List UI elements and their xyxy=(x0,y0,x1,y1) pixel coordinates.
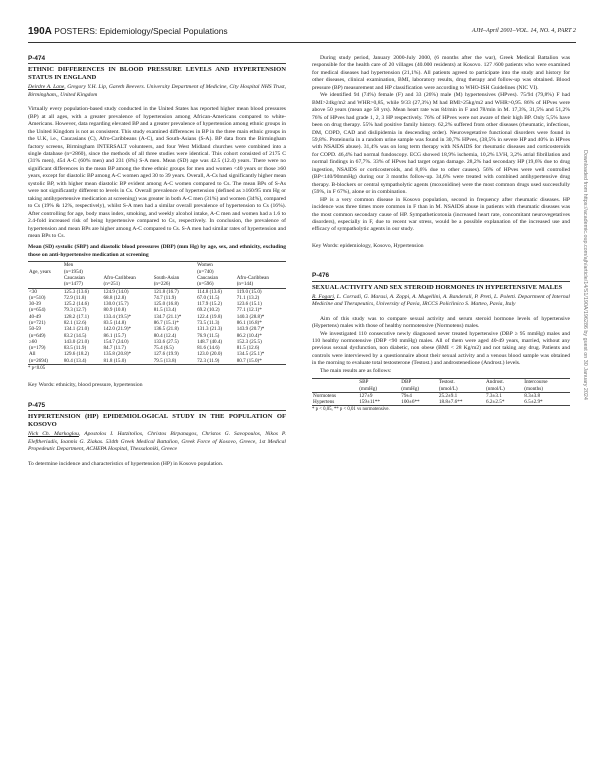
table-cell: 83.5 (11.9) xyxy=(63,345,87,352)
col-unit xyxy=(312,386,358,393)
table-cell: 125.0 (16.8) xyxy=(153,301,179,308)
col-unit: (nmol/L) xyxy=(438,386,485,393)
table-cell: 86.1 (15.7) xyxy=(103,332,126,339)
col-header: DBP xyxy=(400,379,438,386)
table-cell: 121.8 (16.7) xyxy=(153,288,179,295)
col-n: (n=596) xyxy=(196,281,236,288)
author-list: , Gregory Y.H. Lip, Gareth Beevers. University Department of Medicine, City Hospital NHS Trust, Birmingham,, United Kingdom xyxy=(28,84,286,98)
table-cell: All xyxy=(29,351,36,358)
table-cell: 148.7 (40.4) xyxy=(197,338,223,345)
col-n: (n=226) xyxy=(153,281,196,288)
table-cell: 140.3 (28.8)* xyxy=(236,313,265,320)
col-header: Afro-Caribbean xyxy=(236,274,269,281)
table-header-row xyxy=(312,379,570,386)
table-cell: 134.5 (25.1)* xyxy=(236,351,265,358)
table-cell: 100±6** xyxy=(400,399,438,406)
header-rule xyxy=(28,42,576,43)
table-cell: 86.7 (15.1)* xyxy=(153,320,179,326)
table-cell: (n=721) xyxy=(29,320,46,326)
table-cell: 136.5 (21.8) xyxy=(153,326,179,333)
table-cell: Normotens xyxy=(313,392,337,399)
abstract-body-p475-start: To determine incidence and characteristics of hypertension (HP) in Kosovo population. xyxy=(28,460,224,467)
abstract-rule xyxy=(312,281,570,282)
table-cell: 25.2±9.1 xyxy=(438,392,458,399)
author-list: , L. Corradi, G. Marasi, A. Zoppi, A. Mugellini, A. Banderali, P. Preti, L. Poletti. Department of Internal Medicine and Therapeutics, University of Pavia, IRCCS Policlinico S. Matteo, Pavia, Italy xyxy=(312,293,570,308)
table-cell: 79.5 (13.8) xyxy=(153,358,196,365)
table-cell: 122.4 (19.8) xyxy=(197,313,223,320)
table-cell: 71.1 (13.2) xyxy=(236,294,260,301)
table-footnote: * p < 0,05, ** p < 0,01 vs normotensive. xyxy=(312,407,390,413)
presenting-author: Deirdre A. Lane xyxy=(28,84,65,91)
table-cell: 152.3 (25.5) xyxy=(236,338,262,345)
page-number: 190A xyxy=(28,26,52,37)
section-title: POSTERS: Epidemiology/Special Populations xyxy=(54,26,228,36)
table-cell: 125.2 (14.6) xyxy=(63,301,89,308)
table-cell: 133.6 (27.5) xyxy=(153,338,179,345)
table-cell: 129.6 (18.2) xyxy=(63,351,89,358)
table-cell: 135.8 (20.8)* xyxy=(103,351,132,358)
table-cell: 68.8 (12.8) xyxy=(103,294,126,301)
table-cell: 84.7 (11.7) xyxy=(103,345,126,352)
keywords-p475: Key Words: epidemiology, Kosovo, Hypertension xyxy=(312,242,424,249)
table-row xyxy=(312,399,570,406)
table-cell: 74.7 (11.9) xyxy=(153,294,177,301)
author-list: , Apostolos I. Hatzitolios, Christos Birpanagos, Christos G. Savopoulos, Nikos P. Eleftheriadis, Ioannis G. Ziakas. 534th Greek Medical Battalion, Greek Force of Kosovo, Greece, 1st Medical Propedeutic Department, ACHEPA Hospital, Thessaloniki, Greece xyxy=(28,431,286,453)
table-cell: 80.7 (15.0)* xyxy=(236,358,286,365)
abstract-id-p474: P-474 xyxy=(28,55,46,62)
col-header: Testost. xyxy=(438,379,485,386)
col-n: (n=1477) xyxy=(63,281,103,288)
abstract-paragraph: HP is a very common disease in Kosovo population, second in frequency after rheumatic diseases. HP incidence was three times more common in F than in M. NSAIDS abuse in patients with rheumatic diseases was the most common secondary cause of HP. Sympatheticotonia (increased heart rate, concomitant neurovegetatives disorders), especially in F, due to recent war stress, would be a possible explanation of the increased use and efficacy of sympatholytic agents in our study. xyxy=(312,196,570,233)
col-header: SBP xyxy=(358,379,400,386)
col-unit: (months) xyxy=(523,386,570,393)
table-cell: 81.6 (14.6) xyxy=(197,345,220,352)
abstract-title-p474: ETHNIC DIFFERENCES IN BLOOD PRESSURE LEVELS AND HYPERTENSION STATUS IN ENGLAND xyxy=(28,66,286,82)
table-cell: 6.5±2.9* xyxy=(523,399,570,406)
hormone-table xyxy=(312,378,570,406)
table-cell: 80.4 (12.4) xyxy=(153,332,177,339)
table-cell: 81.5 (12.6) xyxy=(236,345,260,352)
table-header-row xyxy=(28,281,286,288)
col-group-men-n: (n=1954) xyxy=(63,268,83,275)
table-cell: 143.0 (21.0) xyxy=(63,338,89,345)
table-cell: 73.5 (11.3) xyxy=(197,320,220,326)
table-cell: 124.9 (14.0) xyxy=(103,288,129,295)
col-header: Androst. xyxy=(485,379,523,386)
table-cell: (n=649) xyxy=(29,332,46,339)
table-cell: (n=510) xyxy=(29,294,46,301)
abstract-authors-p476 xyxy=(312,294,570,309)
table-cell: 50-59 xyxy=(29,326,41,333)
header-left xyxy=(28,26,228,37)
abstract-title-p476: SEXUAL ACTIVITY AND SEX STEROID HORMONES IN HYPERTENSIVE MALES xyxy=(312,283,563,291)
table-cell: 81.8 (15.0) xyxy=(103,358,153,365)
table-cell: 75.4 (6.5) xyxy=(153,345,174,352)
col-group-women: Women xyxy=(196,262,236,269)
table-cell: 86.2 (10.4)* xyxy=(236,332,262,339)
table-cell: 7.3±3.1 xyxy=(486,392,502,399)
table-cell: (n=2694) xyxy=(28,358,63,365)
page-header xyxy=(28,26,576,40)
abstract-rule xyxy=(28,410,286,411)
col-header: South-Asian xyxy=(153,274,180,281)
keywords-p474: Key Words: ethnicity, blood pressure, hypertension xyxy=(28,381,143,388)
table-row xyxy=(28,326,286,332)
table-cell: 72.3 (11.9) xyxy=(196,358,236,365)
table-cell: 8.3±3.8 xyxy=(524,392,541,399)
abstract-title-p475: HYPERTENSION (HP) EPIDEMIOLOGICAL STUDY IN THE POPULATION OF KOSOVO xyxy=(28,413,286,429)
abstract-id-p475: P-475 xyxy=(28,401,46,409)
table-cell: 6.2±2.5* xyxy=(485,399,523,406)
table-cell: 143.9 (20.7)* xyxy=(236,326,265,333)
col-header: Caucasian xyxy=(63,274,85,281)
table-row xyxy=(28,307,286,313)
right-column xyxy=(312,55,570,414)
abstract-authors-p474 xyxy=(28,84,286,99)
table-cell: 159±11** xyxy=(358,399,400,406)
table-cell: 130.0 (15.7) xyxy=(103,301,129,308)
table-header-row xyxy=(312,386,570,393)
col-n: (n=251) xyxy=(103,281,153,288)
col-header-age: Age, years xyxy=(29,268,51,275)
table-cell: <30 xyxy=(29,288,37,295)
table-row xyxy=(312,392,570,399)
col-unit: (mmHg) xyxy=(358,386,400,393)
col-header: Intercourse xyxy=(523,379,570,386)
col-header: Afro-Caribbean xyxy=(103,274,136,281)
table-cell: Hypertens xyxy=(312,399,358,406)
table-body xyxy=(28,288,286,365)
col-group-men: Men xyxy=(63,262,103,269)
table-cell: 77.1 (12.1)* xyxy=(236,307,262,314)
table-cell: 125.3 (13.6) xyxy=(63,288,89,295)
table-cell: 114.8 (13.6) xyxy=(197,288,222,295)
col-unit: (mmHg) xyxy=(400,386,438,393)
table-cell: 133.4 (19.5)* xyxy=(103,313,132,320)
table-cell: 128.2 (17.1) xyxy=(63,313,89,320)
table-cell: 79.3 (12.7) xyxy=(63,307,87,314)
abstract-paragraph: The main results are as follows: xyxy=(320,367,392,374)
table-cell: 79±4 xyxy=(401,392,412,399)
abstract-paragraph: Aim of this study was to compare sexual activity and serum steroid hormone levels of hypertensive (Hypertens) males with those of healthy normotensive (Normotens) males. xyxy=(312,315,570,330)
table-cell: 69.2 (10.2) xyxy=(197,307,220,314)
download-notice: Downloaded from https://academic.oup.com/ajh/article/14/S1/190A/196286 by guest on 30 January 2024 xyxy=(582,150,588,400)
table-cell: 119.0 (15.0) xyxy=(236,288,262,295)
abstract-paragraph: We investigated 110 consecutive newly diagnosed never treated hypertensive (DBP ≥ 95 mmHg) males and 110 healthy normotensive (DBP <90 mmHg) males. All of them were aged 40-49 years, married, without any previous sexual dysfunction, non diabetic, non obese (BMI < 28 Kg/m2) and not taking any drug. Patients and controls were interviewed by a questionnaire about their sexual activity and a venous blood sample was obtained in the morning to evaluate total testosterone (Testost.) and androstenedione (Androst.) levels. xyxy=(312,330,570,367)
col-header: Caucasian xyxy=(197,274,219,281)
table-cell: 127.6 (19.9) xyxy=(153,351,179,358)
table-cell: 40-49 xyxy=(29,313,41,320)
table-cell: 134.7 (21.1)* xyxy=(153,313,182,320)
table-cell: 127±9 xyxy=(359,392,373,399)
table-row xyxy=(28,288,286,295)
table-cell: 131.3 (21.3) xyxy=(197,326,223,333)
table-footnote: * p<0.05 xyxy=(28,366,46,372)
table-cell: 123.0 (20.0) xyxy=(197,351,223,358)
table-cell: 82.1 (12.6) xyxy=(63,320,87,326)
table-cell: 123.6 (15.1) xyxy=(236,301,262,308)
abstract-rule xyxy=(28,63,286,64)
table-cell: 67.0 (11.5) xyxy=(197,294,220,301)
col-group-women-n: (n=740) xyxy=(197,268,214,275)
table-cell: 80.4 (13.4) xyxy=(63,358,103,365)
col-n: (n=144) xyxy=(236,281,286,288)
table-cell: 117.9 (15.2) xyxy=(197,301,222,308)
table-cell: 83.5 (14.8) xyxy=(103,320,126,326)
abstract-paragraph: During study period, January 2000-July 2000, (6 months after the war), Greek Medical Battalion was responsible for the health care of 20 villages (40.000 residents) at Kosovo. 127 /600 patients who were examined for medical diseases had hypertension (21,1%). All patients agreed to participate into the study and history for other diseases, clinical examination, BMI, laboratory results, drug therapy and follow-up was obtained. Blood pressure (BP) measurement and HP classification were according to WHO-ISH Guidelines (NIC VI). xyxy=(312,55,570,91)
abstract-body-p474: Virtually every population-based study conducted in the United States has reported higher mean blood pressures (BP) at all ages, with a greater prevalence of hypertension among African-Americans compared to white-Americans. However, data regarding elevated BP and a greater prevalence of hypertension among ethnic groups in the United Kingdom is not as consistent. This study examined differences in BP in the three main ethnic groups in the U.K, i.e., Caucasians (C), Afro-Caribbeans (A-C), and South-Asians (S-A). BP data from the Birmingham factory screens, Birmingham INTERSALT volunteers, and four West Midland churches were combined into a single database (n=2860), since the methods of all three studies were identical. This cohort consisted of 2175 C (31% men), 454 A-C (60% men) and 231 (8%) S-A men. Mean (SD) age was 42.5 (12.4) years. There were no significant differences in the mean BP among the three ethnic groups for men and women <40 years or those ≥60 years, except for diastolic BP among A-C women aged 30 to 39 years. Overall, A-Cs had significantly higher mean systolic BP, with higher mean diastolic BP evident among A-C women compared to Cs. The mean BPs of S-As were not significantly different to levels in Cs. Overall prevalence of hypertension (defined as ≥160/95 mm Hg or taking antihypertensive medication at screening) was greater in both A-C men (31%) and women (34%), compared to Cs (19% & 12%, respectively), whilst S-A men had a similar overall prevalence of hypertension to Cs (16%). After controlling for age, body mass index, smoking, and weekly alcohol intake, A-C men and women had a 1.6 to 2.4-fold increased risk of being hypertensive compared to Cs, respectively. In conclusion, the prevalence of hypertension and mean BPs are higher among A-C compared to Cs. S-A men had similar rates of hypertension and mean BPs to Cs. xyxy=(28,106,286,239)
bp-table xyxy=(28,261,286,365)
table-cell: 134.1 (21.0) xyxy=(63,326,89,333)
table-cell: 80.9 (10.8) xyxy=(103,307,126,314)
left-column xyxy=(28,55,286,468)
col-header xyxy=(312,379,358,386)
table-cell: 86.1 (16.8)* xyxy=(236,320,262,326)
table-cell: (n=179) xyxy=(29,345,46,352)
table-cell: 154.7 (24.0) xyxy=(103,338,129,345)
table-cell: 30-39 xyxy=(29,301,41,308)
abstract-id-p476: P-476 xyxy=(312,272,330,280)
table-cell: 142.0 (21.9)* xyxy=(103,326,132,333)
table-cell: 18.8±7.6** xyxy=(438,399,485,406)
table-row xyxy=(28,358,286,365)
table-caption-p474: Mean (SD) systolic (SBP) and diastolic blood pressures (DBP) (mm Hg) by age, sex, and ethnicity, excluding those on anti-hypertensive medication at screening xyxy=(28,244,286,258)
col-unit: (nmol/L) xyxy=(485,386,523,393)
table-cell: (n=654) xyxy=(29,307,46,314)
table-cell: ≥60 xyxy=(29,338,37,345)
table-cell: 72.9 (11.8) xyxy=(63,294,87,301)
journal-citation: AJH–April 2001–VOL. 14, NO. 4, PART 2 xyxy=(471,27,576,34)
abstract-authors-p475 xyxy=(28,431,286,453)
table-cell: 83.2 (14.5) xyxy=(63,332,87,339)
table-header-row xyxy=(28,262,286,269)
table-cell: 76.9 (11.5) xyxy=(197,332,220,339)
table-cell: 81.5 (13.4) xyxy=(153,307,177,314)
table-row xyxy=(28,333,286,339)
presenting-author: R. Fogari xyxy=(312,293,334,300)
table-row xyxy=(28,351,286,357)
download-watermark xyxy=(582,150,590,620)
presenting-author: Nick Ch. Markoglou xyxy=(28,431,79,438)
abstract-paragraph: We identified 94 (74%) female (F) and 33 (26%) male (M) hypertensives (HPves). 75/94 (79,8%) F had BMI>24kg/m2 and WHR>0,85, while 9/33 (27,3%) M had BMI>25kg/m2 and WHR>0,95. 86% of HPves were above 50 years (mean age 58 yrs). Mean heart rate was 84/min in F and 78/min in M. 17,3%, 31,5% and 51,2% 76% of HPves had grade 1, 2, 3 HP respectively. 76% of HPves were not aware of their high BP. Only 5,5% have been on drug therapy. 55% had positive family history. 62,2% suffered from other diseases (rheumatic, infectious, DM, COPD, CAD and dislipidemia in descending order). Neurovegetative functional disorders were found in 59,8%. Proteinuria in a random urine sample was found in 30,7% HPves, (38,5% in severe HP and 40% in HPves with NSAIDS abuse). 31,4% was on long term therapy with NSAIDS for rheumatic diseases and corticosteroids for COPD. 46,4% had normal fundoscopy. ECG showed 18,9% ischemia, 10,2% LVH, 3,2% atrial fibrillation and normal findings in 67,7%. 33% of HPves had target organ damage. 28,2% had secondary HP (19,6% due to drug ingestion, NSAIDS or corticosteroids, and 8,6% due to other causes). 56% of HPves were well controlled (BP<140/90mmHg) during our 3 months follow-up. 34,6% were treated with combined antihypertensive drug therapy. B-blockers or central sympatholytic agents (moxonidine) were the most common drugs used successfully (59%, in F 67%), alone or in combination. xyxy=(312,92,570,196)
